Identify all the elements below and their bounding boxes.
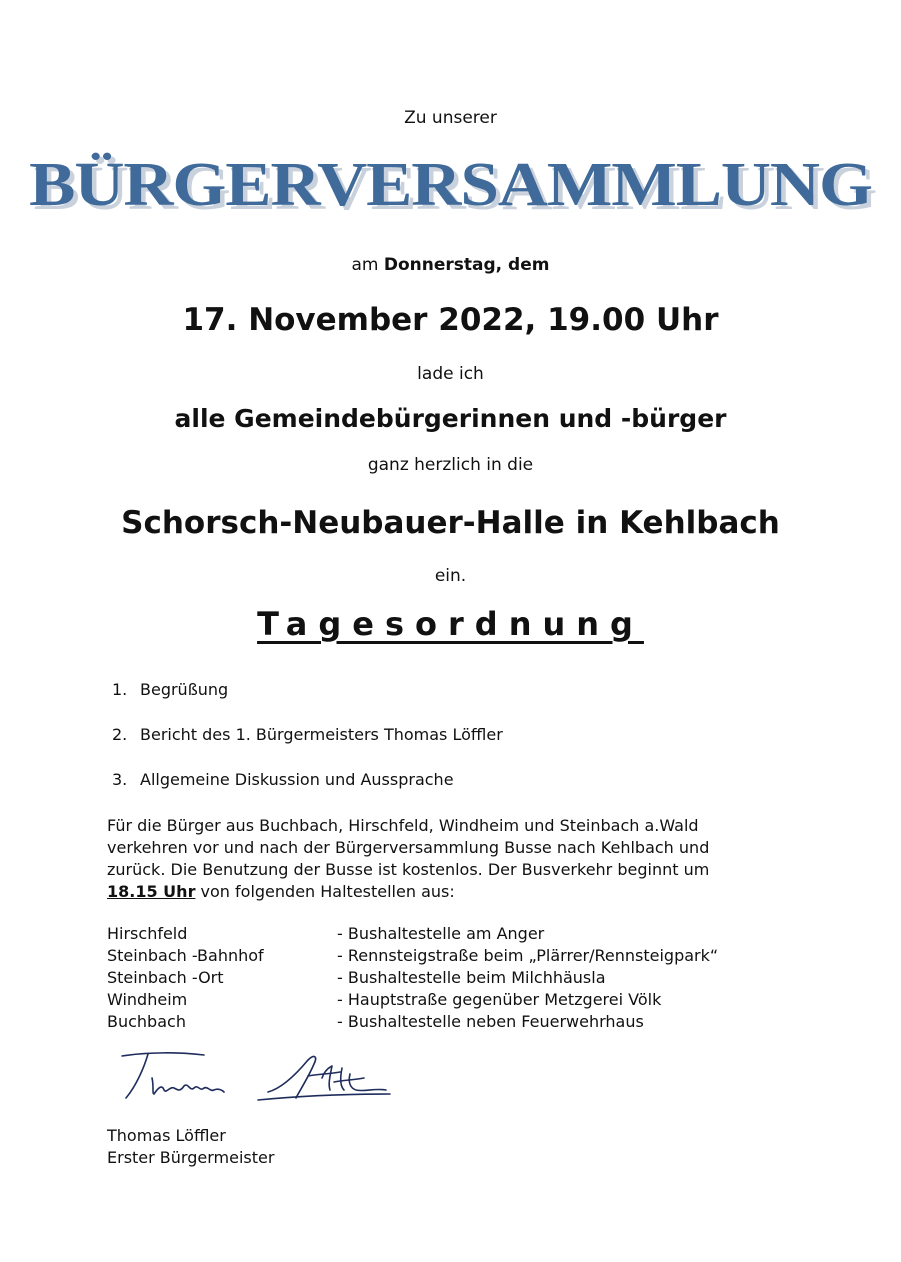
bus-info-line: verkehren vor und nach der Bürgerversammlung Busse nach Kehlbach und xyxy=(107,838,710,857)
agenda-text: Begrüßung xyxy=(140,680,229,699)
stop-place: Steinbach -Ort xyxy=(107,968,224,987)
date-line xyxy=(0,255,901,275)
bus-stop-row xyxy=(107,945,718,967)
agenda-number: 2. xyxy=(112,725,128,744)
agenda-text: Allgemeine Diskussion und Aussprache xyxy=(140,770,454,789)
bus-start-time: 18.15 Uhr xyxy=(107,882,196,901)
stop-place: Hirschfeld xyxy=(107,924,188,943)
bus-stop-row xyxy=(107,989,718,1011)
agenda-text: Bericht des 1. Bürgermeisters Thomas Löffler xyxy=(140,725,503,744)
intro-text: Zu unserer xyxy=(404,108,497,128)
signature xyxy=(118,1048,398,1108)
invite-line-2: ganz herzlich in die xyxy=(367,455,534,475)
event-date: 17. November 2022, 19.00 Uhr xyxy=(182,302,719,338)
signer-name: Thomas Löffler xyxy=(107,1126,226,1145)
bus-stop-row xyxy=(107,923,718,945)
stop-place: Windheim xyxy=(107,990,188,1009)
agenda-item xyxy=(112,770,503,815)
agenda-number: 3. xyxy=(112,770,128,789)
bus-info-line xyxy=(107,881,807,903)
signer-title: Erster Bürgermeister xyxy=(107,1148,275,1167)
agenda-list xyxy=(112,680,503,815)
bus-info-line: Für die Bürger aus Buchbach, Hirschfeld, Windheim und Steinbach a.Wald xyxy=(107,816,699,835)
bus-info-line-end: von folgenden Haltestellen aus: xyxy=(195,882,455,901)
title-banner: BÜRGERVERSAMMLUNG xyxy=(29,151,872,219)
stop-place: Buchbach xyxy=(107,1012,186,1031)
signer-block xyxy=(107,1125,274,1169)
stop-location: - Bushaltestelle neben Feuerwehrhaus xyxy=(337,1012,644,1031)
agenda-item xyxy=(112,725,503,770)
stop-location: - Rennsteigstraße beim „Plärrer/Rennsteigpark“ xyxy=(337,946,719,965)
bus-stop-list xyxy=(107,923,718,1033)
date-day: Donnerstag, dem xyxy=(383,255,550,275)
agenda-item xyxy=(112,680,503,725)
stop-location: - Bushaltestelle am Anger xyxy=(337,924,545,943)
bus-stop-row xyxy=(107,1011,718,1033)
bus-info-paragraph xyxy=(107,815,807,903)
invite-end: ein. xyxy=(434,566,467,586)
stop-place: Steinbach -Bahnhof xyxy=(107,946,264,965)
bus-info-line: zurück. Die Benutzung der Busse ist kostenlos. Der Busverkehr beginnt um xyxy=(107,860,710,879)
bus-stop-row xyxy=(107,967,718,989)
invite-line: lade ich xyxy=(417,364,484,384)
audience-line: alle Gemeindebürgerinnen und -bürger xyxy=(174,404,727,433)
agenda-heading: Tagesordnung xyxy=(257,605,644,643)
stop-location: - Bushaltestelle beim Milchhäusla xyxy=(337,968,606,987)
date-prefix: am xyxy=(351,255,379,275)
venue-line: Schorsch-Neubauer-Halle in Kehlbach xyxy=(121,505,780,541)
agenda-number: 1. xyxy=(112,680,128,699)
stop-location: - Hauptstraße gegenüber Metzgerei Völk xyxy=(337,990,662,1009)
